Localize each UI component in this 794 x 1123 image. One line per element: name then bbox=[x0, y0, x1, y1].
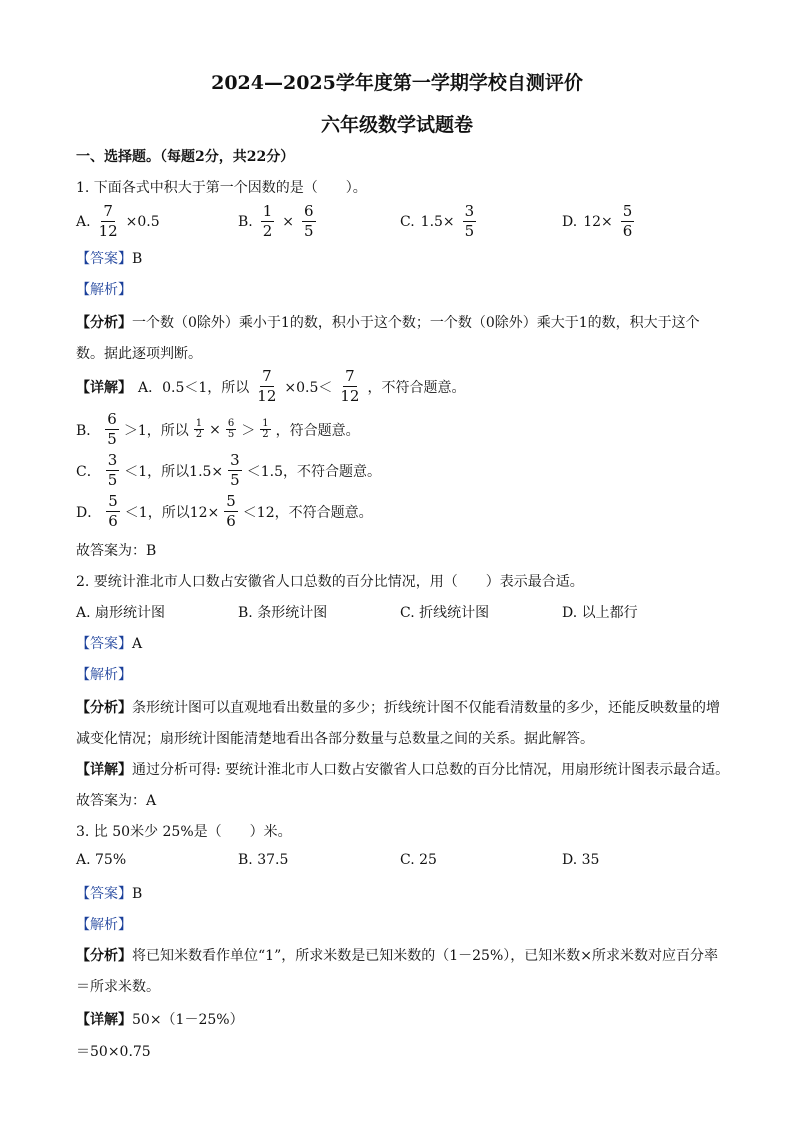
q2-jiexi-label: 【解析】 bbox=[76, 667, 132, 683]
q3-analysis-cont: ＝所求米数。 bbox=[76, 979, 160, 995]
q2-option-d: D. 以上都行 bbox=[562, 605, 638, 621]
q1-analysis: 【分析】一个数（0除外）乘小于1的数，积小于这个数；一个数（0除外）乘大于1的数，积大于这个 bbox=[76, 315, 700, 331]
q3-option-a: A. 75% bbox=[76, 852, 127, 868]
fraction: $\frac{5}{6}$ bbox=[108, 492, 118, 530]
q3-jiexi-label: 【解析】 bbox=[76, 917, 132, 933]
section-heading: 一、选择题。（每题2分，共22分） bbox=[76, 149, 295, 165]
fraction: $\frac{7}{12}$ bbox=[98, 202, 118, 240]
q2-option-a: A. 扇形统计图 bbox=[76, 605, 166, 621]
q3-answer: 【答案】B bbox=[76, 886, 143, 902]
fraction: $\frac{3}{5}$ bbox=[107, 451, 118, 489]
q1-option-d: D. 12× $\frac{5}{6}$ bbox=[562, 202, 633, 240]
fraction: $\frac{5}{6}$ bbox=[226, 492, 236, 530]
fraction: $\frac{3}{5}$ bbox=[230, 451, 240, 489]
q2-conclusion: 故答案为：A bbox=[76, 793, 157, 809]
q1-detail-c: C． $\frac{3}{5}$ ＜1，所以1.5× $\frac{3}{5}$ ＜1.5，不符合题意。 bbox=[76, 451, 381, 489]
fraction: $\frac{5}{6}$ bbox=[622, 202, 633, 240]
q3-option-d: D. 35 bbox=[562, 852, 600, 868]
fraction: $\frac{1}{2}$ bbox=[262, 418, 269, 440]
q1-jiexi-label: 【解析】 bbox=[76, 282, 132, 298]
q3-stem: 3. 比 50米少 25%是（ ）米。 bbox=[76, 824, 292, 840]
fraction: $\frac{1}{2}$ bbox=[262, 202, 273, 240]
fraction: $\frac{3}{5}$ bbox=[464, 202, 475, 240]
q2-analysis: 【分析】条形统计图可以直观地看出数量的多少；折线统计图不仅能看清数量的多少，还能反映数量的增 bbox=[76, 700, 720, 716]
q1-stem: 1. 下面各式中积大于第一个因数的是（ ）。 bbox=[76, 180, 367, 196]
q3-detail: 【详解】50×（1－25%） bbox=[76, 1012, 244, 1028]
q2-stem: 2. 要统计淮北市人口数占安徽省人口总数的百分比情况，用（ ）表示最合适。 bbox=[76, 574, 584, 590]
q2-option-c: C. 折线统计图 bbox=[400, 605, 490, 621]
q1-option-a: A. $\frac{7}{12}$ ×0.5 bbox=[76, 202, 160, 240]
q1-option-b: B. $\frac{1}{2}$ × $\frac{6}{5}$ bbox=[238, 202, 314, 240]
q3-option-b: B. 37.5 bbox=[238, 852, 289, 868]
q1-detail-d: D． $\frac{5}{6}$ ＜1，所以12× $\frac{5}{6}$ ＜12，不符合题意。 bbox=[76, 492, 373, 530]
fraction: $\frac{7}{12}$ bbox=[340, 367, 360, 405]
q3-option-c: C. 25 bbox=[400, 852, 437, 868]
q3-step: ＝50×0.75 bbox=[76, 1044, 151, 1060]
q3-analysis: 【分析】将已知米数看作单位“1”，所求米数是已知米数的（1－25%），已知米数×所求米数对应百分率 bbox=[76, 948, 718, 964]
q2-analysis-cont: 减变化情况；扇形统计图能清楚地看出各部分数量与总数量之间的关系。据此解答。 bbox=[76, 731, 594, 747]
q1-option-c: C. 1.5× $\frac{3}{5}$ bbox=[400, 202, 475, 240]
fraction: $\frac{6}{5}$ bbox=[107, 410, 117, 448]
q1-answer: 【答案】B bbox=[76, 251, 143, 267]
fraction: $\frac{1}{2}$ bbox=[195, 418, 203, 440]
q2-detail: 【详解】通过分析可得: 要统计淮北市人口数占安徽省人口总数的百分比情况，用扇形统计图表示最合适。 bbox=[76, 762, 730, 778]
q1-conclusion: 故答案为：B bbox=[76, 543, 157, 559]
q2-answer: 【答案】A bbox=[76, 636, 143, 652]
q1-detail-b: B． $\frac{6}{5}$ ＞1，所以 $\frac{1}{2}$ × $\frac{6}{5}$ ＞ $\frac{1}{2}$ ，符合题意。 bbox=[76, 410, 360, 448]
fraction: $\frac{7}{12}$ bbox=[257, 367, 277, 405]
q2-option-b: B. 条形统计图 bbox=[238, 605, 328, 621]
q1-detail-a: 【详解】 A．0.5＜1，所以 $\frac{7}{12}$ ×0.5＜ $\frac{7}{12}$ ，不符合题意。 bbox=[76, 367, 466, 405]
fraction: $\frac{6}{5}$ bbox=[227, 418, 235, 440]
q1-analysis-cont: 数。据此逐项判断。 bbox=[76, 346, 202, 362]
page-subtitle: 六年级数学试题卷 bbox=[320, 114, 473, 136]
page-title: 2024—2025学年度第一学期学校自测评价 bbox=[211, 72, 583, 94]
fraction: $\frac{6}{5}$ bbox=[304, 202, 314, 240]
